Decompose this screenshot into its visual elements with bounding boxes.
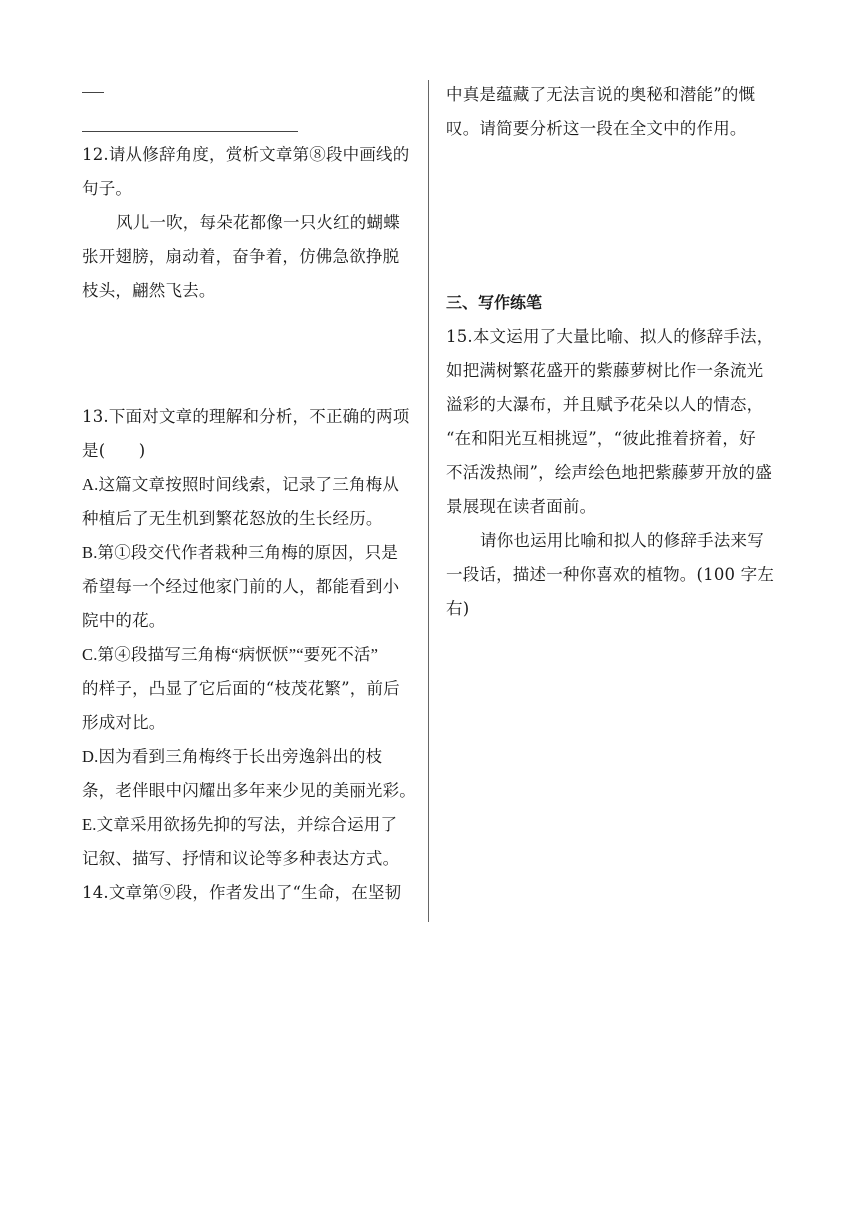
answer-line	[82, 131, 298, 132]
question-15-line: “在和阳光互相挑逗”，“彼此推着挤着，好	[446, 429, 756, 448]
question-15-line: 不活泼热闹”，绘声绘色地把紫藤萝开放的盛	[446, 463, 772, 482]
quoted-sentence-line: 张开翅膀，扇动着，奋争着，仿佛急欲挣脱	[82, 247, 400, 266]
question-12-line: 句子。	[82, 179, 133, 198]
answer-space	[82, 308, 418, 400]
option-line: 种植后了无生机到繁花怒放的生长经历。	[82, 509, 383, 528]
left-column	[82, 78, 418, 910]
quoted-sentence-line: 风儿一吹，每朵花都像一只火红的蝴蝶	[116, 213, 400, 232]
answer-line-short	[82, 92, 104, 93]
writing-task-line: 一段话，描述一种你喜欢的植物。(100 字左	[446, 565, 775, 584]
option-line: B.第①段交代作者栽种三角梅的原因，只是	[82, 543, 399, 562]
question-14-line: 中真是蕴藏了无法言说的奥秘和潜能”的慨	[446, 85, 756, 104]
question-15-line: 如把满树繁花盛开的紫藤萝树比作一条流光	[446, 361, 764, 380]
writing-task-line: 右)	[446, 599, 470, 618]
option-line: 条，老伴眼中闪耀出多年来少见的美丽光彩。	[82, 781, 416, 800]
option-line: 形成对比。	[82, 713, 166, 732]
question-13	[82, 400, 418, 876]
option-line: 记叙、描写、抒情和议论等多种表达方式。	[82, 849, 400, 868]
question-14-line: 14.文章第⑨段，作者发出了“生命，在坚韧	[82, 883, 402, 902]
question-15-line: 景展现在读者面前。	[446, 497, 597, 516]
question-15	[446, 320, 782, 626]
question-14-line: 叹。请简要分析这一段在全文中的作用。	[446, 119, 747, 138]
option-line: D.因为看到三角梅终于长出旁逸斜出的枝	[82, 747, 383, 766]
answer-space	[446, 146, 782, 286]
question-13-line: 是( )	[82, 441, 146, 460]
option-line: E.文章采用欲扬先抑的写法，并综合运用了	[82, 815, 398, 834]
quoted-sentence-line: 枝头，翩然飞去。	[82, 281, 216, 300]
column-divider	[428, 80, 429, 922]
question-15-line: 溢彩的大瀑布，并且赋予花朵以人的情态，	[446, 395, 764, 414]
option-line: C.第④段描写三角梅“病恹恹”“要死不活”	[82, 645, 379, 664]
option-line: 院中的花。	[82, 611, 166, 630]
right-column	[446, 78, 782, 626]
question-12-line: 12.请从修辞角度，赏析文章第⑧段中画线的	[82, 145, 410, 164]
question-15-line: 15.本文运用了大量比喻、拟人的修辞手法，	[446, 327, 774, 346]
writing-task-line: 请你也运用比喻和拟人的修辞手法来写	[480, 531, 764, 550]
option-line: 希望每一个经过他家门前的人，都能看到小	[82, 577, 400, 596]
option-line: A.这篇文章按照时间线索，记录了三角梅从	[82, 475, 400, 494]
section-title: 三、写作练笔	[446, 293, 543, 312]
question-13-line: 13.下面对文章的理解和分析，不正确的两项	[82, 407, 410, 426]
question-12	[82, 138, 418, 308]
option-line: 的样子，凸显了它后面的“枝茂花繁”，前后	[82, 679, 400, 698]
